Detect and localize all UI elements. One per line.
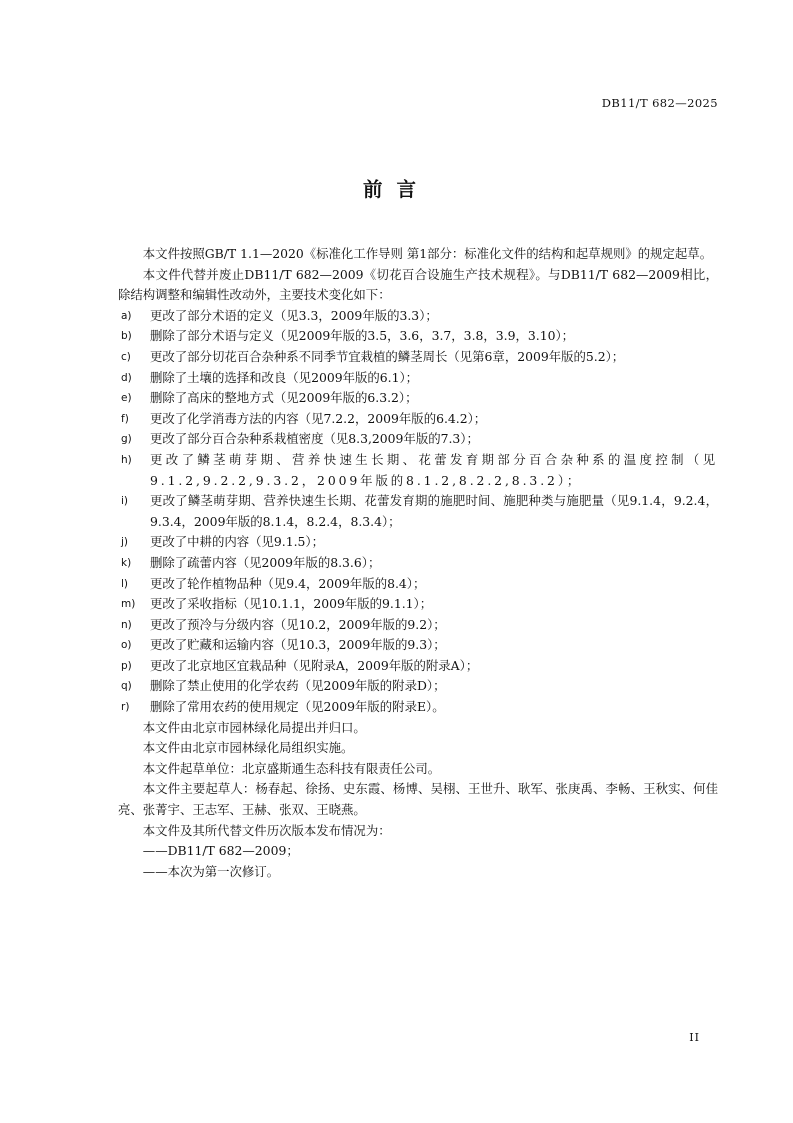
list-item-text: 更改了部分切花百合杂种系不同季节宜栽植的鳞茎周长（见第6章，2009年版的5.2）； (150, 348, 625, 364)
list-item-text: 删除了禁止使用的化学农药（见2009年版的附录D）； (150, 678, 446, 694)
list-item (118, 409, 718, 430)
list-marker: l) (121, 577, 129, 590)
intro-paragraph: 本文件按照GB/T 1.1—2020《标准化工作导则 第1部分：标准化文件的结构和起草规则》的规定起草。 (142, 246, 713, 261)
list-item-text: 删除了常用农药的使用规定（见2009年版的附录E）。 (150, 699, 445, 715)
list-item (118, 553, 718, 574)
list-item-text: 更改了鳞茎萌芽期、营养快速生长期、花蕾发育期部分百合杂种系的温度控制（见9.1.2,9.2.2,9.3.2，2009年版的8.1.2,8.2.2,8.3.2）； (150, 451, 718, 488)
page-number: II (689, 1031, 700, 1044)
list-item (118, 306, 718, 327)
list-item (118, 574, 718, 595)
intro-paragraph: 本文件代替并废止DB11/T 682—2009《切花百合设施生产技术规程》。与DB11/T 682—2009相比，除结构调整和编辑性改动外，主要技术变化如下： (118, 266, 718, 303)
list-item-text: 删除了疏蕾内容（见2009年版的8.3.6）； (150, 554, 381, 570)
list-marker: q) (121, 680, 132, 693)
list-marker: d) (121, 371, 132, 384)
list-item (118, 594, 718, 615)
list-marker: f) (121, 412, 129, 425)
list-marker: h) (121, 453, 132, 466)
list-item (118, 388, 718, 409)
closing-paragraph: 本文件及其所代替文件历次版本发布情况为： (142, 822, 391, 838)
list-marker: n) (121, 618, 132, 631)
foreword-body (118, 244, 718, 882)
list-item (118, 491, 718, 532)
list-item-text: 更改了预冷与分级内容（见10.2，2009年版的9.2）； (150, 616, 446, 632)
list-item-text: 更改了部分术语的定义（见3.3，2009年版的3.3）； (150, 307, 438, 323)
list-item (118, 635, 718, 656)
list-marker: p) (121, 659, 132, 672)
list-item-text: 更改了化学消毒方法的内容（见7.2.2，2009年版的6.4.2）； (150, 410, 487, 426)
list-marker: r) (121, 701, 130, 714)
list-marker: g) (121, 433, 132, 446)
list-marker: c) (121, 350, 131, 363)
list-item-text: 删除了土壤的选择和改良（见2009年版的6.1）； (150, 369, 419, 385)
list-marker: o) (121, 639, 132, 652)
list-item-text: 更改了部分百合杂种系栽植密度（见8.3,2009年版的7.3）； (150, 431, 479, 447)
list-marker: b) (121, 330, 132, 343)
list-item (118, 326, 718, 347)
closing-paragraph: 本文件由北京市园林绿化局组织实施。 (142, 740, 354, 756)
list-item (118, 615, 718, 636)
list-item-text: 更改了北京地区宜栽品种（见附录A，2009年版的附录A）； (150, 657, 479, 673)
changes-list (118, 306, 718, 718)
list-item-text: 更改了中耕的内容（见9.1.5）； (150, 534, 325, 550)
list-marker: m) (121, 598, 136, 611)
list-marker: i) (121, 495, 129, 508)
history-item: ——本次为第一次修订。 (142, 863, 280, 879)
list-marker: k) (121, 556, 132, 569)
drafters-paragraph: 本文件主要起草人：杨春起、徐扬、史东霞、杨博、吴栩、王世升、耿军、张庚禹、李畅、王秋实、何佳亮、张菁宇、王志军、王赫、张双、王晓燕。 (118, 781, 718, 818)
list-item-text: 更改了鳞茎萌芽期、营养快速生长期、花蕾发育期的施肥时间、施肥种类与施肥量（见9.1.4，9.2.4，9.3.4，2009年版的8.1.4，8.2.4，8.3.4）； (150, 493, 718, 529)
list-item (118, 429, 718, 450)
page-title: 前言 (362, 178, 430, 201)
closing-paragraph: 本文件起草单位：北京盛斯通生态科技有限责任公司。 (142, 760, 441, 776)
document-code-header: DB11/T 682—2025 (601, 96, 718, 110)
list-item (118, 676, 718, 697)
closing-paragraph: 本文件由北京市园林绿化局提出并归口。 (142, 719, 366, 735)
list-item-text: 删除了高床的整地方式（见2009年版的6.3.2）； (150, 390, 418, 406)
list-marker: e) (121, 392, 132, 405)
list-item-text: 更改了轮作植物品种（见9.4，2009年版的8.4）； (150, 575, 426, 591)
list-item (118, 368, 718, 389)
list-item (118, 450, 718, 491)
list-item (118, 347, 718, 368)
list-item-text: 更改了贮藏和运输内容（见10.3，2009年版的9.3）； (150, 637, 446, 653)
list-item (118, 656, 718, 677)
list-marker: j) (121, 536, 129, 549)
list-marker: a) (121, 309, 132, 322)
list-item (118, 532, 718, 553)
list-item (118, 697, 718, 718)
list-item-text: 更改了采收指标（见10.1.1，2009年版的9.1.1）； (150, 596, 433, 612)
history-item: ——DB11/T 682—2009； (142, 843, 299, 859)
list-item-text: 删除了部分术语与定义（见2009年版的3.5，3.6，3.7，3.8，3.9，3.10）； (150, 328, 575, 344)
